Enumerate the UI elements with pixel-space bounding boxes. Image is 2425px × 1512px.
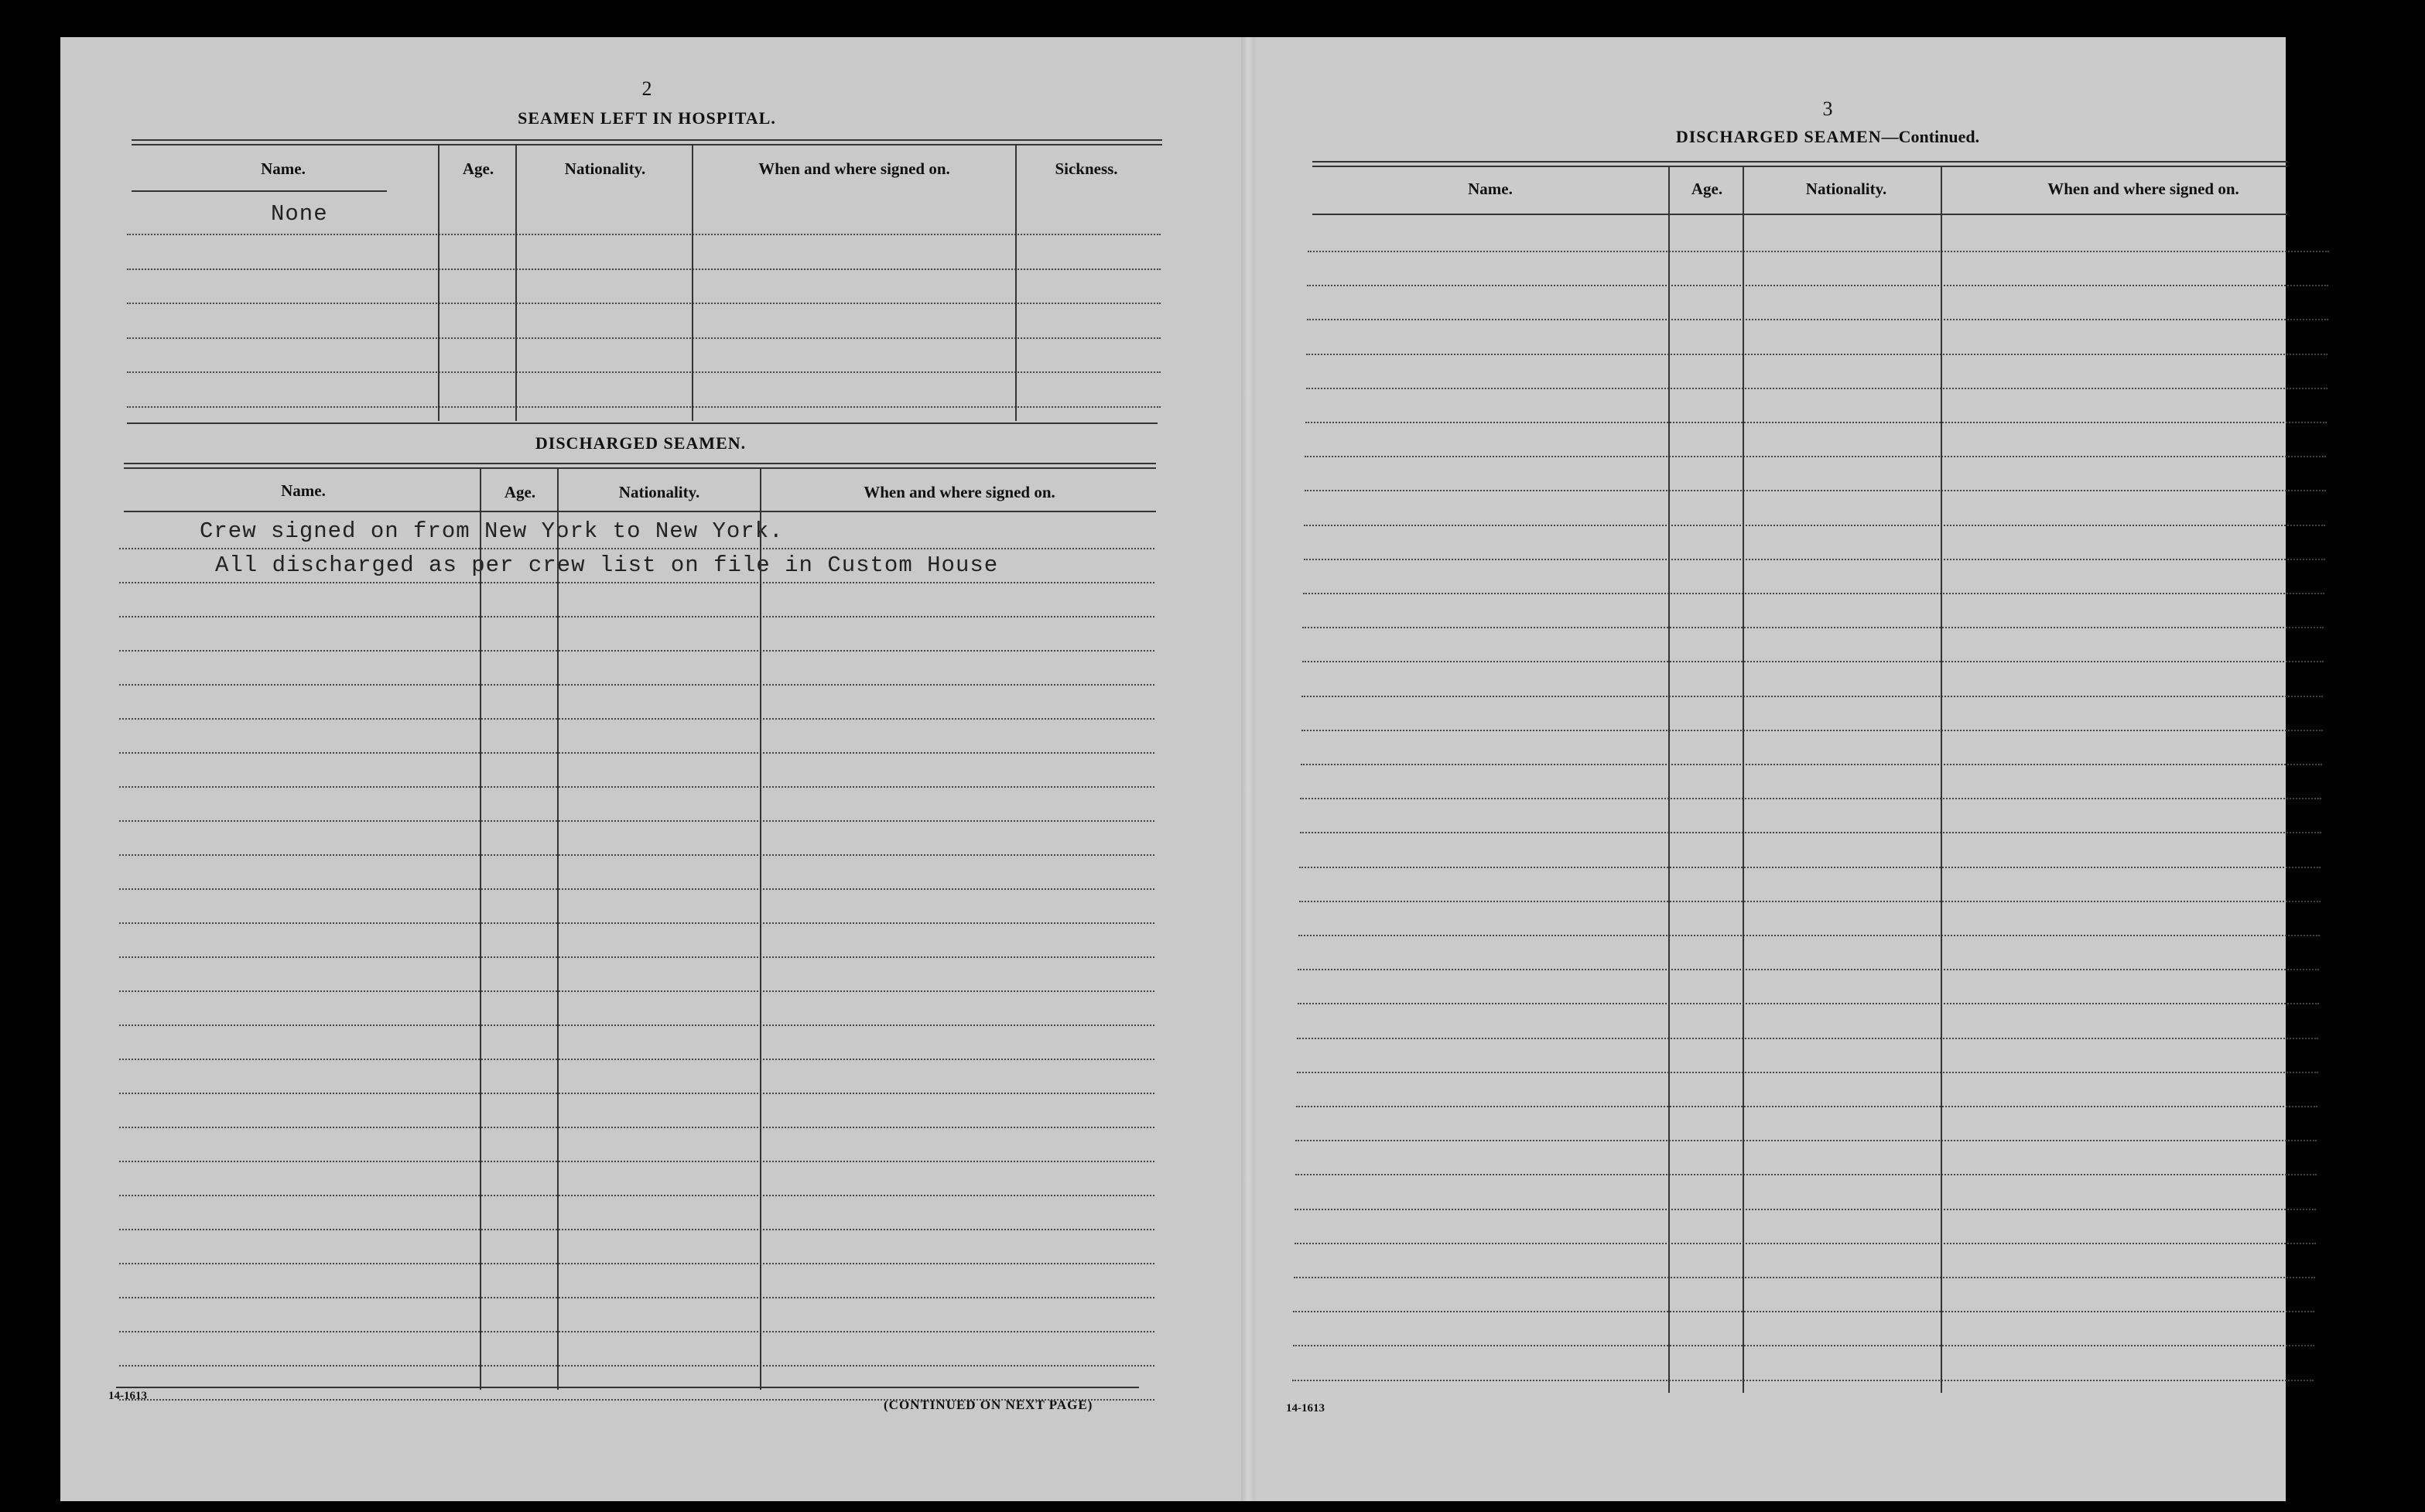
right-row-line xyxy=(1305,456,2326,457)
discharged-row-line xyxy=(119,1399,1154,1401)
discharged-header-rule xyxy=(124,511,1156,512)
hospital-top-rule xyxy=(132,139,1162,141)
discharged-entry-1: Crew signed on from New York to New York. xyxy=(200,518,784,544)
right-row-line xyxy=(1297,1072,2318,1073)
right-row-line xyxy=(1306,388,2328,389)
right-row-line xyxy=(1307,285,2328,286)
right-col-name: Name. xyxy=(1468,180,1513,198)
hospital-top-rule xyxy=(132,144,1162,145)
hospital-column-rule xyxy=(692,145,693,421)
right-row-line xyxy=(1301,730,2323,731)
right-row-line xyxy=(1299,901,2321,902)
right-title-main: DISCHARGED SEAMEN xyxy=(1675,127,1882,146)
discharged-row-line xyxy=(119,1195,1154,1196)
right-title-suffix: —Continued. xyxy=(1881,127,1980,146)
hospital-column-rule xyxy=(438,145,440,421)
hospital-row-line xyxy=(127,269,1161,270)
binder-hole xyxy=(2312,1212,2346,1246)
discharged-row-line xyxy=(119,1365,1154,1367)
right-row-line xyxy=(1303,593,2324,594)
form-code-right: 14-1613 xyxy=(1286,1402,1325,1415)
discharged-top-rule xyxy=(124,463,1156,464)
right-row-line xyxy=(1295,1174,2317,1175)
discharged-column-rule xyxy=(480,469,481,1390)
right-row-line xyxy=(1294,1277,2315,1278)
hospital-section-title: SEAMEN LEFT IN HOSPITAL. xyxy=(518,108,776,128)
discharged-row-line xyxy=(119,854,1154,856)
right-row-line xyxy=(1295,1209,2316,1210)
hospital-row-line xyxy=(127,406,1161,408)
right-row-line xyxy=(1295,1243,2316,1244)
discharged-entry-2: All discharged as per crew list on file in Custom House xyxy=(215,552,999,578)
discharged-section-title: DISCHARGED SEAMEN. xyxy=(535,433,747,453)
right-row-line xyxy=(1298,935,2320,936)
discharged-row-line xyxy=(119,650,1154,652)
continued-note: (CONTINUED ON NEXT PAGE) xyxy=(884,1397,1093,1412)
discharged-col-nationality: Nationality. xyxy=(618,483,700,501)
discharged-row-line xyxy=(119,684,1154,686)
hospital-row-line xyxy=(127,234,1161,235)
page-fold xyxy=(1241,37,1255,1501)
page-number-left: 2 xyxy=(641,77,652,100)
right-row-line xyxy=(1306,354,2328,355)
discharged-row-line xyxy=(119,1093,1154,1094)
hospital-col-nationality: Nationality. xyxy=(564,159,646,178)
right-column-rule xyxy=(1743,167,1744,1393)
hospital-row-line xyxy=(127,337,1161,339)
right-row-line xyxy=(1293,1345,2314,1346)
right-row-line xyxy=(1302,661,2324,662)
discharged-row-line xyxy=(119,1127,1154,1128)
discharged-top-rule xyxy=(124,467,1156,469)
right-row-line xyxy=(1301,764,2322,765)
left-page xyxy=(60,37,1249,1501)
discharged-row-line xyxy=(119,1263,1154,1264)
discharged-row-line xyxy=(119,956,1154,958)
right-row-line xyxy=(1300,832,2321,833)
discharged-row-line xyxy=(119,1059,1154,1060)
right-column-rule xyxy=(1941,167,1942,1393)
discharged-row-line xyxy=(119,1025,1154,1026)
right-row-line xyxy=(1293,1311,2314,1312)
hospital-header-rule xyxy=(132,190,387,192)
right-row-line xyxy=(1305,422,2327,423)
discharged-row-line xyxy=(119,922,1154,924)
hospital-col-age: Age. xyxy=(462,159,494,178)
right-row-line xyxy=(1292,1380,2314,1381)
hospital-column-rule xyxy=(1015,145,1017,421)
discharged-row-line xyxy=(119,820,1154,822)
page-number-right: 3 xyxy=(1822,97,1833,120)
discharged-row-line xyxy=(119,786,1154,788)
hospital-col-signed-on: When and where signed on. xyxy=(758,159,950,178)
right-section-title xyxy=(1676,127,1979,147)
discharged-col-signed-on: When and where signed on. xyxy=(864,483,1055,501)
right-header-rule xyxy=(1312,214,2287,215)
right-row-line xyxy=(1298,1003,2319,1004)
discharged-row-line xyxy=(119,1229,1154,1230)
right-col-nationality: Nationality. xyxy=(1805,180,1887,198)
discharged-bottom-rule xyxy=(116,1387,1139,1388)
right-row-line xyxy=(1296,1106,2317,1107)
right-row-line xyxy=(1297,1038,2318,1039)
discharged-row-line xyxy=(119,616,1154,617)
discharged-col-age: Age. xyxy=(504,483,536,501)
right-column-rule xyxy=(1668,167,1670,1393)
hospital-col-sickness: Sickness. xyxy=(1055,159,1118,178)
right-page xyxy=(1249,37,2286,1501)
right-row-line xyxy=(1301,696,2323,697)
right-col-signed-on: When and where signed on. xyxy=(2047,180,2239,198)
right-top-rule xyxy=(1312,161,2287,162)
right-row-line xyxy=(1298,969,2319,970)
right-row-line xyxy=(1305,490,2326,491)
discharged-column-rule xyxy=(557,469,559,1390)
discharged-col-name: Name. xyxy=(281,481,326,500)
hospital-row-line xyxy=(127,303,1161,304)
binder-hole xyxy=(2312,1094,2346,1128)
right-row-line xyxy=(1299,867,2321,868)
discharged-row-line xyxy=(119,1297,1154,1298)
discharged-row-line xyxy=(119,990,1154,992)
right-row-line xyxy=(1304,525,2325,526)
discharged-row-line xyxy=(119,718,1154,720)
right-row-line xyxy=(1302,627,2324,628)
form-code-left: 14-1613 xyxy=(108,1390,147,1402)
discharged-row-line xyxy=(119,548,1154,549)
right-row-line xyxy=(1308,251,2329,252)
hospital-bottom-rule xyxy=(127,422,1158,424)
right-row-line xyxy=(1295,1140,2317,1141)
hospital-entry-none: None xyxy=(271,201,328,227)
right-row-line xyxy=(1300,798,2321,799)
hospital-row-line xyxy=(127,371,1161,373)
hospital-column-rule xyxy=(515,145,517,421)
discharged-column-rule xyxy=(760,469,761,1390)
right-col-age: Age. xyxy=(1691,180,1723,198)
hospital-col-name: Name. xyxy=(261,159,306,178)
right-top-rule xyxy=(1312,166,2287,167)
discharged-row-line xyxy=(119,752,1154,754)
discharged-row-line xyxy=(119,1331,1154,1332)
right-row-line xyxy=(1304,559,2325,560)
discharged-row-line xyxy=(119,888,1154,890)
discharged-row-line xyxy=(119,582,1154,583)
right-row-line xyxy=(1307,319,2328,320)
discharged-row-line xyxy=(119,1161,1154,1162)
